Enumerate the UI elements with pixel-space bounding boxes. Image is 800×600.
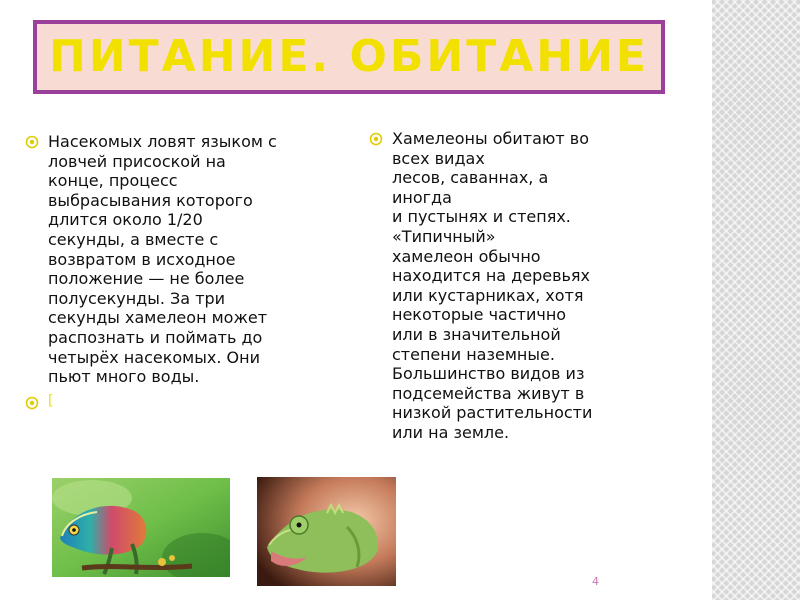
right-bullet-item (368, 129, 668, 443)
slide-title: ПИТАНИЕ. ОБИТАНИЕ (49, 31, 649, 82)
left-second-bullet-text: [ (48, 392, 54, 409)
bullet-icon (24, 134, 40, 150)
page-number: 4 (592, 575, 599, 588)
bullet-icon (24, 395, 40, 411)
left-column (24, 132, 354, 411)
right-paragraph: Хамелеоны обитают во всех видах лесов, саваннах, а иногда и пустынях и степях. «Типичный» хамелеон обычно находится на деревьях или кустарниках, хотя некоторые частично или в значительной степени наземные. Большинство видов из подсемейства живут в низкой растительности или на земле. (392, 129, 593, 442)
right-column (368, 129, 668, 443)
left-bullet-item-2 (24, 393, 354, 411)
left-bullet-item (24, 132, 354, 387)
decorative-side-strip (712, 0, 800, 600)
chameleon-photo-colorful (52, 478, 230, 577)
left-paragraph: Насекомых ловят языком с ловчей присоской на конце, процесс выбрасывания которого длится около 1/20 секунды, а вместе с возвратом в исходное положение — не более полусекунды. За три секунды хамелеон может распознать и поймать до четырёх насекомых. Они пьют много воды. (48, 132, 277, 387)
chameleon-photo-green-open-mouth (257, 477, 396, 586)
title-box (33, 20, 665, 94)
bullet-icon (368, 131, 384, 147)
